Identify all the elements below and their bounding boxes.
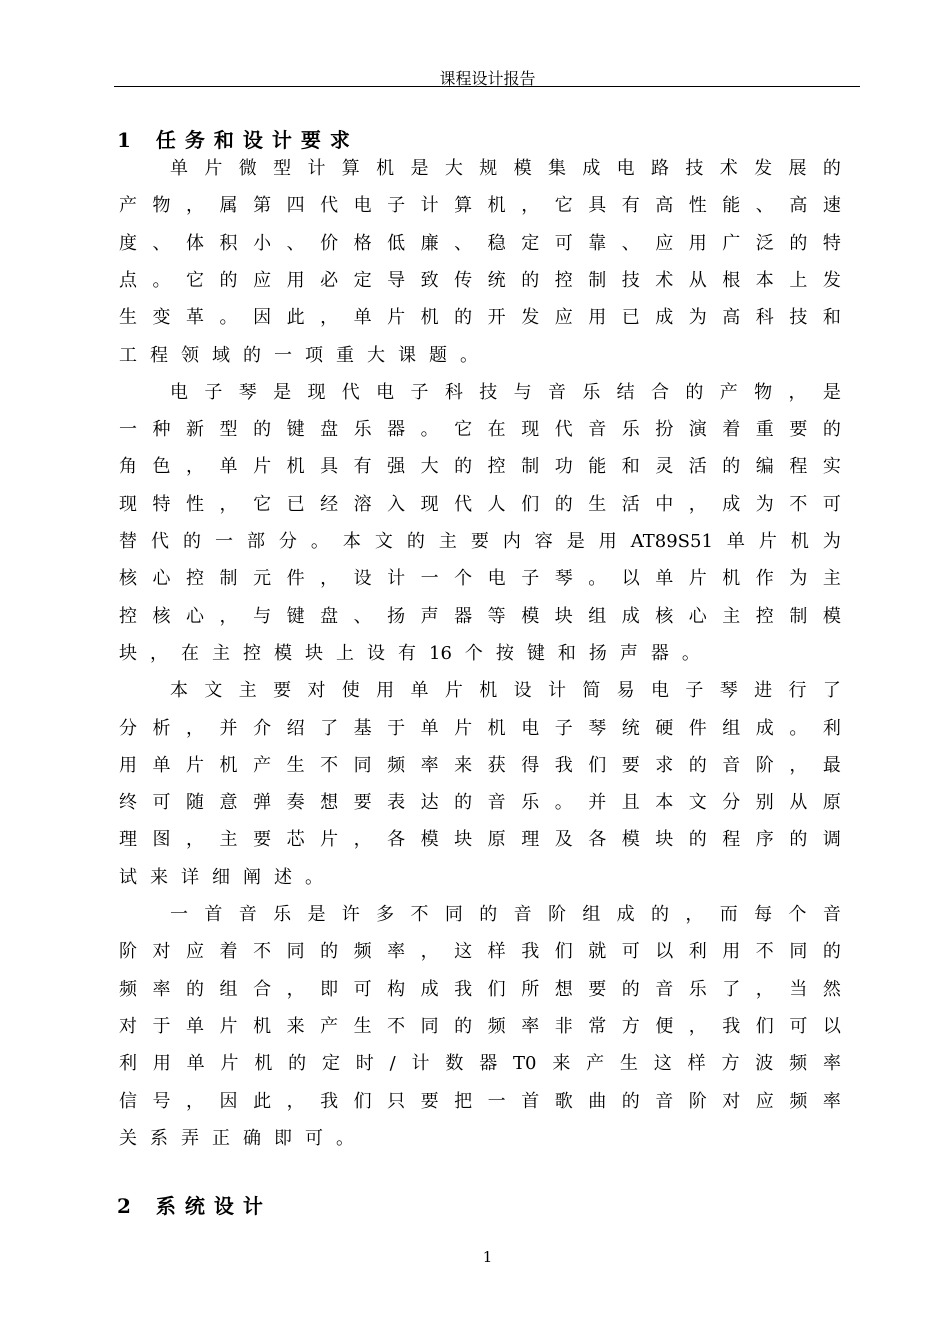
- text-line: 控 核 心 ， 与 键 盘 、 扬 声 器 等 模 块 组 成 核 心 主 控 制 模: [119, 605, 841, 627]
- text-line: 角 色 ， 单 片 机 具 有 强 大 的 控 制 功 能 和 灵 活 的 编 程 实: [119, 456, 841, 478]
- text-line: 用 单 片 机 产 生 不 同 频 率 来 获 得 我 们 要 求 的 音 阶 ， 最: [119, 754, 841, 776]
- text-line: 本 文 主 要 对 使 用 单 片 机 设 计 简 易 电 子 琴 进 行 了: [170, 680, 841, 702]
- text-line: 分 析 ， 并 介 绍 了 基 于 单 片 机 电 子 琴 统 硬 件 组 成 。 利: [119, 717, 841, 739]
- text-line: 试 来 详 细 阐 述 。: [119, 866, 323, 888]
- text-line: 块 ， 在 主 控 模 块 上 设 有 16 个 按 键 和 扬 声 器 。: [119, 642, 700, 664]
- text-line: 终 可 随 意 弹 奏 想 要 表 达 的 音 乐 。 并 且 本 文 分 别 从 原: [119, 792, 841, 814]
- text-line: 频 率 的 组 合 ， 即 可 构 成 我 们 所 想 要 的 音 乐 了 ， 当 然: [119, 978, 841, 1000]
- text-line: 对 于 单 片 机 来 产 生 不 同 的 频 率 非 常 方 便 ， 我 们 可 以: [119, 1015, 841, 1037]
- text-line: 产 物 ， 属 第 四 代 电 子 计 算 机 ， 它 具 有 高 性 能 、 高 速: [119, 195, 841, 217]
- text-line: 单 片 微 型 计 算 机 是 大 规 模 集 成 电 路 技 术 发 展 的: [170, 158, 841, 179]
- section-heading-1: 1 任务和设计要求: [117, 128, 359, 152]
- running-header: 课程设计报告: [439, 69, 536, 88]
- text-line: 理 图 ， 主 要 芯 片 ， 各 模 块 原 理 及 各 模 块 的 程 序 的 调: [119, 829, 841, 851]
- text-line: 一 种 新 型 的 键 盘 乐 器 。 它 在 现 代 音 乐 扮 演 着 重 要 的: [119, 419, 841, 441]
- text-line: 电 子 琴 是 现 代 电 子 科 技 与 音 乐 结 合 的 产 物 ， 是: [170, 381, 841, 403]
- text-line: 现 特 性 ， 它 已 经 溶 入 现 代 人 们 的 生 活 中 ， 成 为 不 可: [119, 493, 841, 515]
- header-rule: [114, 86, 860, 87]
- text-line: 利 用 单 片 机 的 定 时 / 计 数 器 T0 来 产 生 这 样 方 波 频 率: [119, 1053, 841, 1075]
- text-line: 信 号 ， 因 此 ， 我 们 只 要 把 一 首 歌 曲 的 音 阶 对 应 频 率: [119, 1090, 841, 1112]
- text-line: 阶 对 应 着 不 同 的 频 率 ， 这 样 我 们 就 可 以 利 用 不 同 的: [119, 941, 841, 963]
- text-line: 一 首 音 乐 是 许 多 不 同 的 音 阶 组 成 的 ， 而 每 个 音: [170, 904, 841, 925]
- page-number: 1: [482, 1248, 493, 1266]
- text-line: 关 系 弄 正 确 即 可 。: [119, 1127, 354, 1149]
- text-line: 度 、 体 积 小 、 价 格 低 廉 、 稳 定 可 靠 、 应 用 广 泛 的 特: [119, 232, 841, 254]
- text-line: 生 变 革 。 因 此 ， 单 片 机 的 开 发 应 用 已 成 为 高 科 技 和: [119, 307, 841, 329]
- text-line: 点 。 它 的 应 用 必 定 导 致 传 统 的 控 制 技 术 从 根 本 上 发: [119, 269, 841, 291]
- text-line: 替 代 的 一 部 分 。 本 文 的 主 要 内 容 是 用 AT89S51 单 片 机 为: [119, 531, 841, 552]
- section-heading-2: 2 系统设计: [117, 1194, 272, 1218]
- text-line: 核 心 控 制 元 件 ， 设 计 一 个 电 子 琴 。 以 单 片 机 作 为 主: [119, 568, 841, 590]
- text-line: 工 程 领 域 的 一 项 重 大 课 题 。: [119, 344, 478, 366]
